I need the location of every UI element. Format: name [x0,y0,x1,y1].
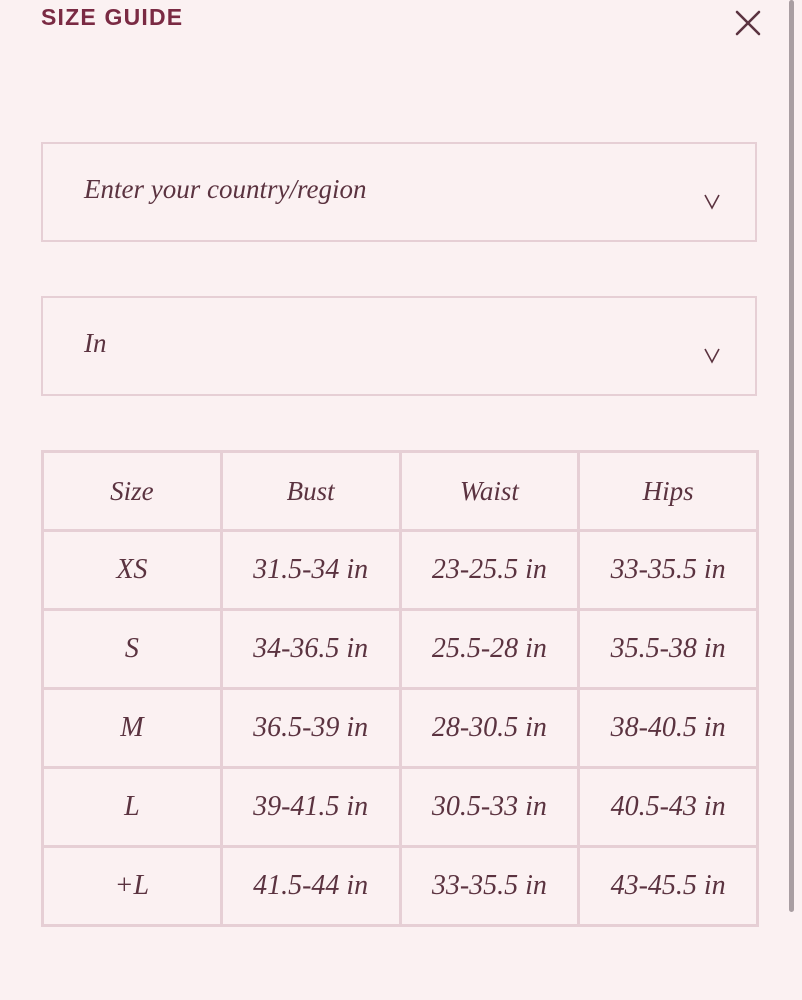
bust-cell: 34-36.5 in [221,610,400,689]
close-button[interactable] [733,8,763,38]
column-header-size: Size [43,452,222,531]
bust-cell: 41.5-44 in [221,847,400,926]
country-region-select[interactable] [41,142,757,242]
bust-cell: 36.5-39 in [221,689,400,768]
table-row [43,847,758,926]
hips-cell: 33-35.5 in [579,531,758,610]
size-cell: +L [43,847,222,926]
hips-cell: 40.5-43 in [579,768,758,847]
size-chart-table [41,450,759,927]
waist-cell: 25.5-28 in [400,610,579,689]
table-row [43,531,758,610]
waist-cell: 33-35.5 in [400,847,579,926]
hips-cell: 35.5-38 in [579,610,758,689]
scrollbar[interactable] [789,0,794,912]
close-icon [733,8,763,38]
column-header-waist: Waist [400,452,579,531]
table-row [43,768,758,847]
size-cell: S [43,610,222,689]
country-region-select-value: Enter your country/region [84,174,367,204]
chevron-down-icon [703,346,721,364]
hips-cell: 43-45.5 in [579,847,758,926]
waist-cell: 28-30.5 in [400,689,579,768]
hips-cell: 38-40.5 in [579,689,758,768]
page-title: SIZE GUIDE [41,4,184,30]
waist-cell: 30.5-33 in [400,768,579,847]
table-header-row [43,452,758,531]
bust-cell: 39-41.5 in [221,768,400,847]
size-cell: XS [43,531,222,610]
unit-select[interactable] [41,296,757,396]
table-row [43,610,758,689]
size-cell: L [43,768,222,847]
table-row [43,689,758,768]
chevron-down-icon [703,192,721,210]
column-header-hips: Hips [579,452,758,531]
column-header-bust: Bust [221,452,400,531]
unit-select-value: In [84,328,107,358]
bust-cell: 31.5-34 in [221,531,400,610]
size-cell: M [43,689,222,768]
waist-cell: 23-25.5 in [400,531,579,610]
